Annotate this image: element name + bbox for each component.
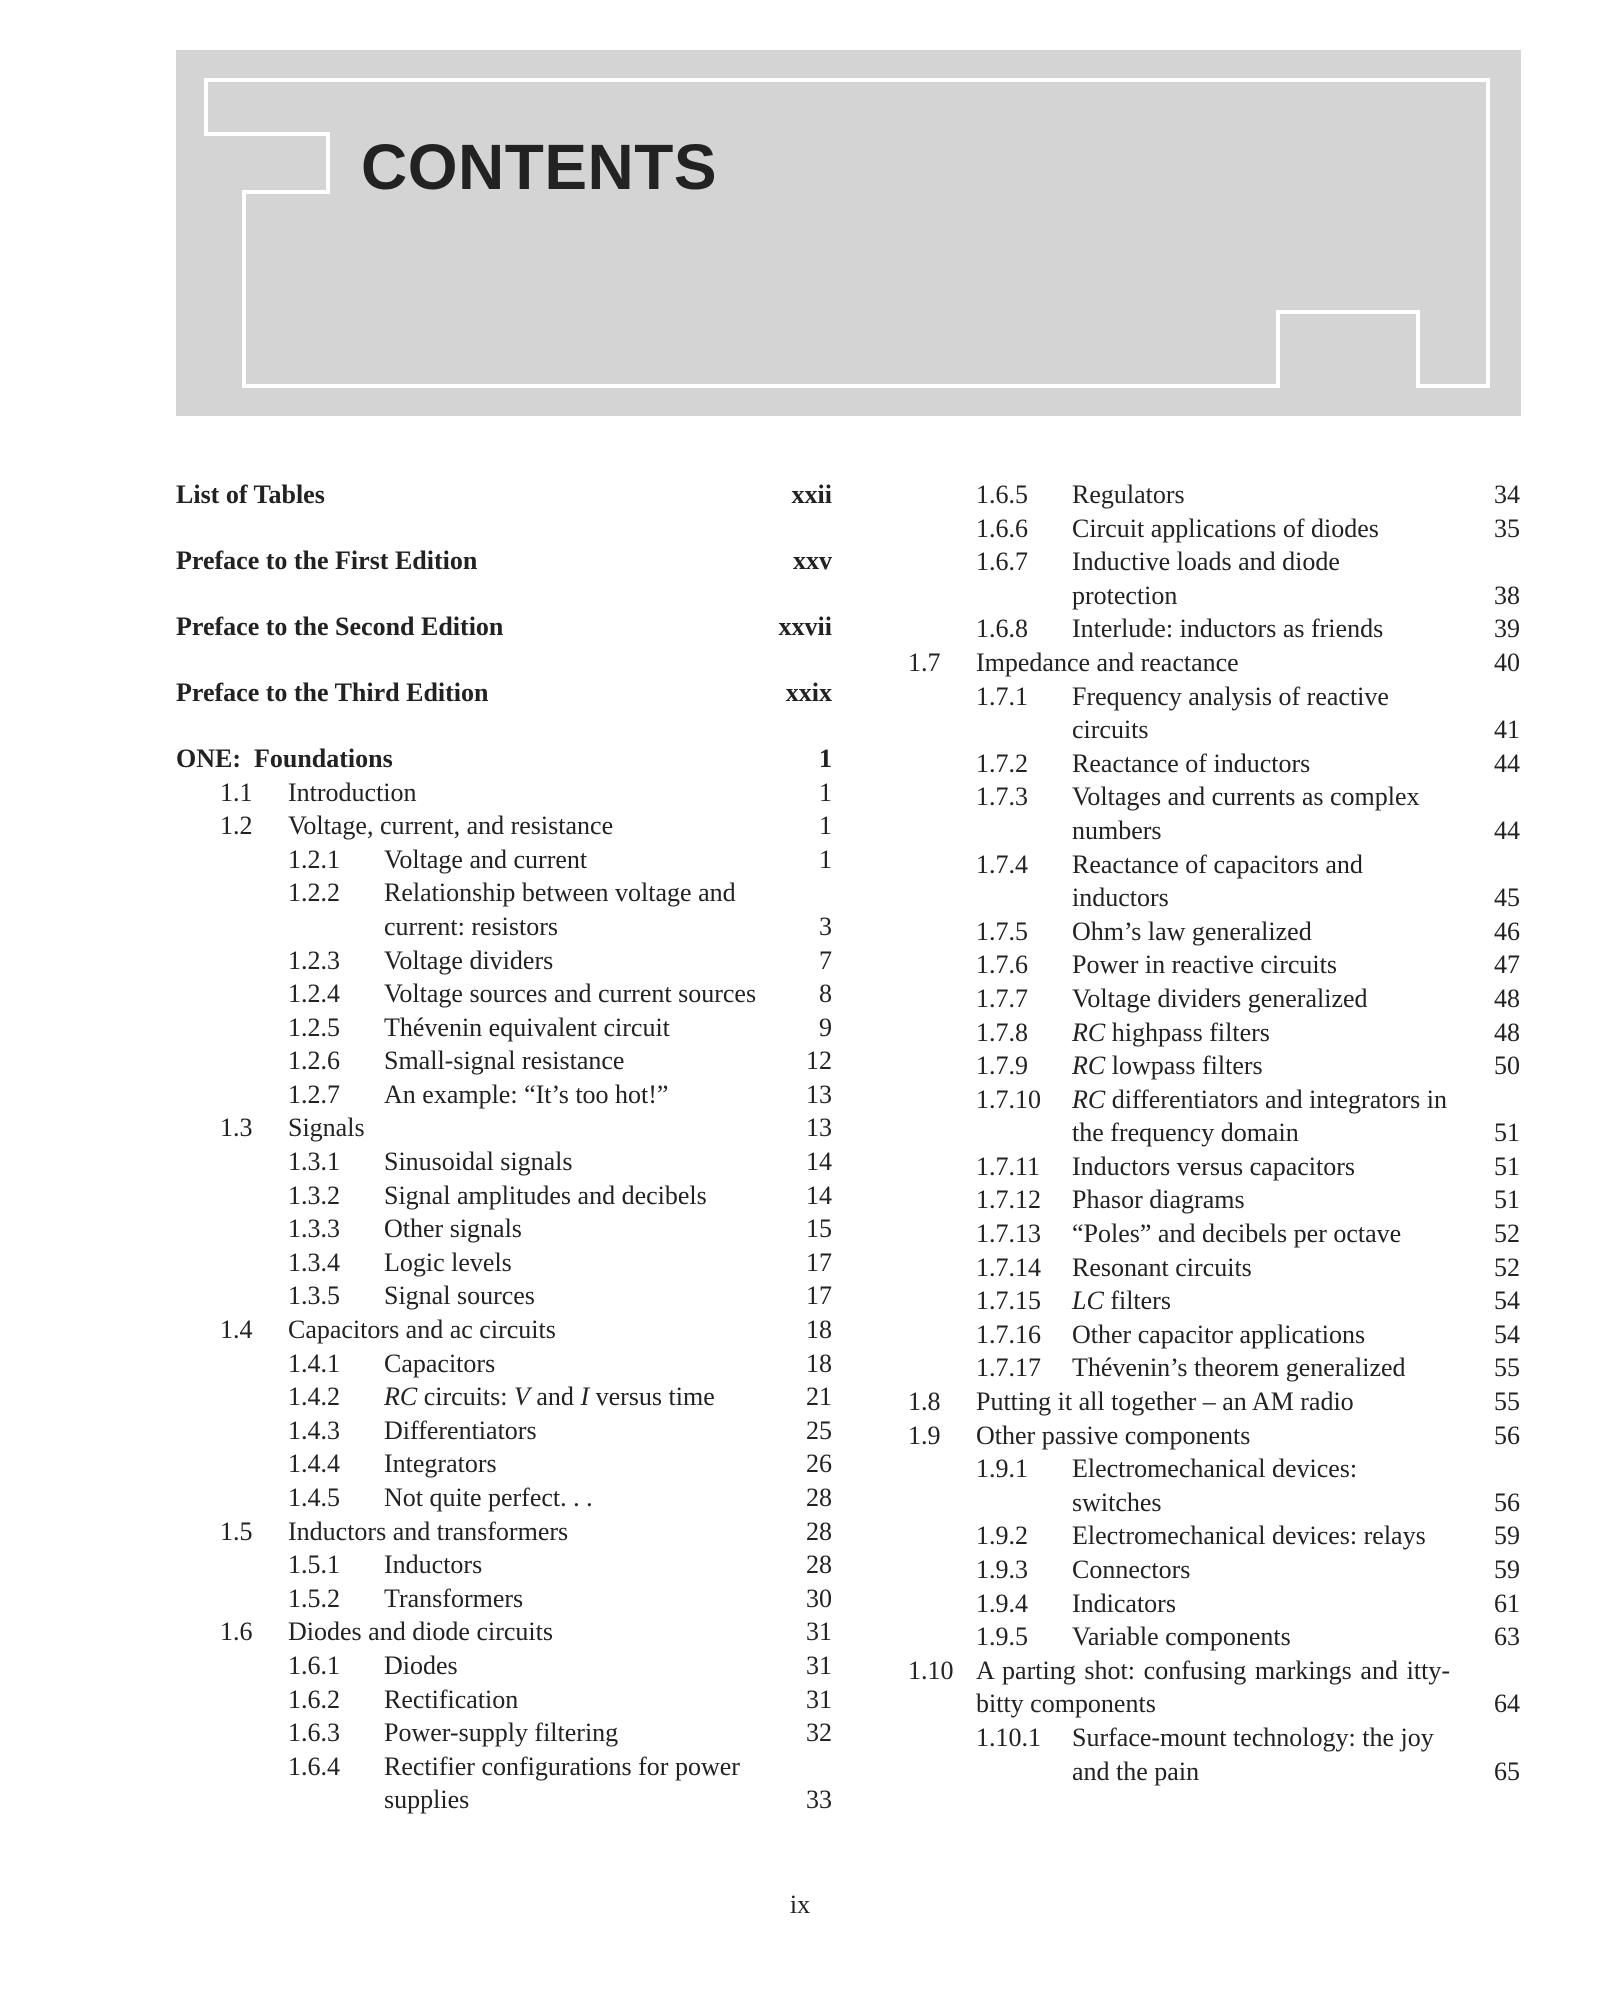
toc-entry-page: 1 (819, 743, 832, 773)
toc-entry-title: Connectors (1072, 1555, 1191, 1584)
toc-entry-page: 28 (806, 1483, 832, 1512)
toc-entry-number: 1.6.4 (288, 1751, 340, 1781)
toc-entry-number: 1.7 (908, 647, 941, 677)
toc-subsection-entry[interactable] (908, 1452, 1520, 1519)
toc-entry-title: Variable components (1072, 1622, 1291, 1652)
toc-entry-title: Voltage dividers (384, 945, 554, 975)
toc-entry-number: 1.3.5 (288, 1281, 340, 1311)
toc-front-matter-entry[interactable] (176, 610, 832, 644)
toc-entry-page: 1 (819, 777, 832, 807)
toc-entry-title: Capacitors and ac circuits (288, 1315, 556, 1345)
toc-entry-page: 45 (1494, 883, 1520, 913)
toc-subsection-entry[interactable] (908, 1183, 1520, 1217)
toc-entry-page: 34 (1494, 480, 1520, 509)
toc-entry-title: Diodes and diode circuits (288, 1617, 553, 1647)
toc-front-matter-entry[interactable] (176, 478, 832, 512)
toc-subsection-entry[interactable] (176, 843, 832, 877)
toc-entry-number: 1.3.2 (288, 1180, 340, 1210)
toc-entry-number: 1.2 (220, 811, 253, 841)
toc-entry-number: 1.4 (220, 1315, 253, 1345)
toc-entry-number: 1.6 (220, 1617, 253, 1647)
toc-entry-title: Introduction (288, 777, 417, 807)
toc-entry-page: 28 (806, 1550, 832, 1580)
toc-entry-number: 1.4.4 (288, 1449, 340, 1479)
toc-entry-page: 48 (1494, 1017, 1520, 1047)
toc-entry-number: 1.7.12 (976, 1185, 1041, 1215)
toc-entry-title: RC differentiators and integrators in the frequency domain (1072, 1084, 1447, 1148)
toc-subsection-entry[interactable] (908, 1016, 1520, 1050)
toc-entry-page: 54 (1494, 1286, 1520, 1316)
toc-entry-number: 1.2.2 (288, 878, 340, 908)
toc-entry-title: Power-supply filtering (384, 1718, 619, 1748)
toc-section-entry[interactable] (176, 776, 832, 810)
toc-entry-page: 59 (1494, 1521, 1520, 1551)
toc-subsection-entry[interactable] (176, 1246, 832, 1280)
toc-entry-number: 1.3 (220, 1113, 253, 1143)
toc-subsection-entry[interactable] (176, 1716, 832, 1750)
toc-entry-title: Electromechanical devices: relays (1072, 1521, 1426, 1551)
toc-entry-number: 1.7.7 (976, 983, 1028, 1013)
toc-entry-page: 3 (819, 911, 832, 941)
toc-subsection-entry[interactable] (908, 1217, 1520, 1251)
toc-subsection-entry[interactable] (908, 1150, 1520, 1184)
toc-entry-page: 52 (1494, 1252, 1520, 1282)
toc-subsection-entry[interactable] (176, 1481, 832, 1515)
toc-subsection-entry[interactable] (908, 1587, 1520, 1621)
toc-subsection-entry[interactable] (908, 1284, 1520, 1318)
toc-entry-page: 28 (806, 1516, 832, 1546)
toc-entry-number: 1.2.6 (288, 1046, 340, 1076)
toc-entry-page: 50 (1494, 1051, 1520, 1081)
toc-entry-page: 1 (819, 844, 832, 874)
toc-subsection-entry[interactable] (908, 1049, 1520, 1083)
toc-entry-number: 1.7.14 (976, 1252, 1041, 1282)
toc-entry-number: 1.6.3 (288, 1718, 340, 1748)
toc-entry-number: 1.6.2 (288, 1684, 340, 1714)
toc-entry-page: 17 (806, 1247, 832, 1277)
toc-entry-title: RC lowpass filters (1072, 1051, 1263, 1081)
toc-entry-page: 13 (806, 1113, 832, 1143)
toc-subsection-entry[interactable] (176, 1649, 832, 1683)
toc-entry-number: 1.5.1 (288, 1550, 340, 1580)
toc-subsection-entry[interactable] (176, 1447, 832, 1481)
toc-subsection-entry[interactable] (908, 1620, 1520, 1654)
toc-entry-page: 56 (1494, 1487, 1520, 1517)
toc-subsection-entry[interactable] (908, 747, 1520, 781)
toc-entry-page: 18 (806, 1348, 832, 1378)
toc-entry-title: Signal sources (384, 1281, 535, 1311)
toc-entry-number: 1.9.5 (976, 1622, 1028, 1652)
toc-entry-number: 1.9.3 (976, 1555, 1028, 1584)
toc-entry-page: 1 (819, 811, 832, 841)
toc-entry-page: 38 (1494, 580, 1520, 610)
toc-entry-page: 44 (1494, 815, 1520, 845)
toc-entry-title: Power in reactive circuits (1072, 950, 1337, 980)
toc-entry-number: 1.2.7 (288, 1079, 340, 1109)
toc-entry-page: 41 (1494, 715, 1520, 745)
toc-subsection-entry[interactable] (908, 1083, 1520, 1150)
toc-entry-title: Resonant circuits (1072, 1252, 1252, 1282)
toc-subsection-entry[interactable] (908, 1553, 1520, 1587)
toc-entry-page: 33 (806, 1785, 832, 1815)
toc-entry-page: 14 (806, 1147, 832, 1177)
toc-entry-title: LC filters (1072, 1286, 1171, 1316)
toc-entry-title: Capacitors (384, 1348, 496, 1378)
toc-subsection-entry[interactable] (176, 1380, 832, 1414)
toc-entry-title: Voltages and currents as complex numbers (1072, 782, 1420, 845)
toc-right-column (908, 478, 1520, 1788)
toc-subsection-entry[interactable] (176, 1414, 832, 1448)
toc-entry-title: Thévenin’s theorem generalized (1072, 1353, 1406, 1383)
toc-entry-title: Thévenin equivalent circuit (384, 1012, 670, 1042)
toc-subsection-entry[interactable] (908, 948, 1520, 982)
toc-entry-number: 1.6.8 (976, 614, 1028, 644)
toc-entry-page: 54 (1494, 1319, 1520, 1349)
toc-entry-title: Ohm’s law generalized (1072, 916, 1312, 946)
toc-entry-page: 8 (819, 979, 832, 1009)
toc-entry-number: 1.9.2 (976, 1521, 1028, 1551)
toc-entry-number: 1.3.1 (288, 1147, 340, 1177)
toc-entry-page: xxix (785, 677, 832, 707)
toc-entry-page: 31 (806, 1650, 832, 1680)
toc-entry-number: 1.9.4 (976, 1588, 1028, 1618)
toc-entry-page: 18 (806, 1315, 832, 1345)
toc-entry-page: 9 (819, 1012, 832, 1042)
toc-subsection-entry[interactable] (176, 1212, 832, 1246)
toc-entry-title: Inductors (384, 1550, 483, 1580)
toc-subsection-entry[interactable] (176, 876, 832, 943)
toc-entry-title: Not quite perfect. . . (384, 1483, 593, 1512)
toc-entry-page: 25 (806, 1415, 832, 1445)
toc-entry-number: 1.9.1 (976, 1454, 1028, 1484)
toc-entry-page: 65 (1494, 1756, 1520, 1786)
toc-entry-page: 63 (1494, 1622, 1520, 1652)
toc-entry-title: Preface to the Second Edition (176, 611, 504, 641)
toc-section-entry[interactable] (176, 1111, 832, 1145)
toc-entry-number: 1.7.16 (976, 1319, 1041, 1349)
toc-entry-number: 1.7.10 (976, 1084, 1041, 1114)
toc-entry-number: 1.7.13 (976, 1219, 1041, 1249)
toc-entry-title: An example: “It’s too hot!” (384, 1079, 669, 1109)
toc-entry-number: 1.7.11 (976, 1151, 1041, 1181)
toc-entry-page: 64 (1494, 1689, 1520, 1719)
toc-entry-page: 31 (806, 1684, 832, 1714)
toc-entry-title: Interlude: inductors as friends (1072, 614, 1384, 644)
toc-subsection-entry[interactable] (176, 1145, 832, 1179)
toc-entry-title: Inductors and transformers (288, 1516, 569, 1546)
toc-entry-number: 1.4.1 (288, 1348, 340, 1378)
toc-subsection-entry[interactable] (176, 1078, 832, 1112)
toc-entry-title: Putting it all together – an AM radio (976, 1387, 1354, 1417)
toc-entry-title: Voltage and current (384, 844, 588, 874)
toc-subsection-entry[interactable] (908, 545, 1520, 612)
toc-entry-title: Diodes (384, 1650, 458, 1680)
toc-entry-page: 14 (806, 1180, 832, 1210)
toc-entry-page: 52 (1494, 1219, 1520, 1249)
toc-subsection-entry[interactable] (176, 1044, 832, 1078)
toc-entry-title: Phasor diagrams (1072, 1185, 1245, 1215)
toc-entry-number: 1.7.17 (976, 1353, 1041, 1383)
toc-section-entry[interactable] (176, 1313, 832, 1347)
toc-entry-page: 59 (1494, 1555, 1520, 1584)
toc-entry-number: 1.3.3 (288, 1214, 340, 1244)
toc-entry-title: Voltage dividers generalized (1072, 983, 1368, 1013)
toc-entry-title: RC circuits: V and I versus time (384, 1382, 715, 1412)
toc-entry-title: Rectifier configurations for power supplies (384, 1751, 740, 1815)
toc-subsection-entry[interactable] (176, 1347, 832, 1381)
toc-subsection-entry[interactable] (908, 512, 1520, 546)
toc-entry-number: 1.7.2 (976, 748, 1028, 778)
toc-entry-page: 17 (806, 1281, 832, 1311)
toc-entry-number: 1.4.5 (288, 1483, 340, 1512)
toc-subsection-entry[interactable] (176, 1683, 832, 1717)
toc-subsection-entry[interactable] (908, 612, 1520, 646)
toc-entry-page: 31 (806, 1617, 832, 1647)
toc-subsection-entry[interactable] (908, 848, 1520, 915)
toc-entry-page: 13 (806, 1079, 832, 1109)
toc-entry-page: 32 (806, 1718, 832, 1748)
toc-entry-number: 1.7.4 (976, 849, 1028, 879)
toc-section-entry[interactable] (176, 1515, 832, 1549)
toc-entry-number: 1.7.6 (976, 950, 1028, 980)
toc-entry-page: 55 (1494, 1353, 1520, 1383)
toc-entry-page: 55 (1494, 1387, 1520, 1417)
toc-entry-number: 1.6.6 (976, 513, 1028, 543)
toc-entry-title: Small-signal resistance (384, 1046, 625, 1076)
toc-entry-number: 1.2.1 (288, 844, 340, 874)
toc-section-entry[interactable] (908, 1419, 1520, 1453)
toc-entry-title: Reactance of capacitors and inductors (1072, 849, 1363, 913)
toc-entry-number: 1.3.4 (288, 1247, 340, 1277)
toc-entry-title: RC highpass filters (1072, 1017, 1270, 1047)
toc-entry-number: 1.5 (220, 1516, 253, 1546)
toc-entry-title: Signals (288, 1113, 365, 1143)
toc-subsection-entry[interactable] (176, 1279, 832, 1313)
toc-entry-title: Surface-mount technology: the joy and the pain (1072, 1722, 1434, 1786)
toc-subsection-entry[interactable] (908, 1721, 1520, 1788)
toc-entry-title: Sinusoidal signals (384, 1147, 573, 1177)
toc-entry-title: Preface to the Third Edition (176, 677, 489, 707)
toc-entry-title: Reactance of inductors (1072, 748, 1311, 778)
toc-entry-title: Indicators (1072, 1588, 1176, 1618)
toc-entry-number: 1.7.1 (976, 681, 1028, 711)
toc-subsection-entry[interactable] (908, 478, 1520, 512)
header-frame-decoration (176, 50, 1521, 416)
toc-entry-title: List of Tables (176, 480, 325, 509)
toc-subsection-entry[interactable] (176, 1548, 832, 1582)
toc-entry-title: Preface to the First Edition (176, 545, 478, 575)
toc-entry-page: 26 (806, 1449, 832, 1479)
toc-entry-number: 1.2.3 (288, 945, 340, 975)
toc-entry-page: 35 (1494, 513, 1520, 543)
toc-entry-page: 15 (806, 1214, 832, 1244)
contents-header-banner (176, 50, 1521, 416)
toc-entry-title: Electromechanical devices: switches (1072, 1454, 1358, 1517)
toc-entry-page: 51 (1494, 1118, 1520, 1148)
toc-entry-page: 51 (1494, 1151, 1520, 1181)
toc-subsection-entry[interactable] (908, 1519, 1520, 1553)
toc-entry-page: 56 (1494, 1420, 1520, 1450)
toc-entry-page: xxvii (778, 611, 832, 641)
toc-entry-number: 1.2.5 (288, 1012, 340, 1042)
toc-entry-number: 1.1 (220, 777, 253, 807)
toc-entry-number: 1.10.1 (976, 1722, 1041, 1752)
toc-entry-page: 46 (1494, 916, 1520, 946)
toc-entry-number: 1.6.7 (976, 547, 1028, 577)
toc-entry-title: Other signals (384, 1214, 522, 1244)
toc-section-entry[interactable] (908, 1385, 1520, 1419)
toc-left-column (176, 478, 832, 1817)
toc-entry-title: Impedance and reactance (976, 647, 1239, 677)
toc-entry-title: A parting shot: confusing markings and itty-bitty components (976, 1655, 1450, 1719)
toc-entry-title: Voltage sources and current sources (384, 979, 757, 1009)
toc-entry-title: Inductive loads and diode protection (1072, 547, 1340, 610)
toc-entry-title: Other capacitor applications (1072, 1319, 1366, 1349)
toc-entry-title: Voltage, current, and resistance (288, 811, 614, 841)
toc-entry-title: Differentiators (384, 1415, 537, 1445)
toc-entry-title: Integrators (384, 1449, 497, 1479)
toc-subsection-entry[interactable] (908, 915, 1520, 949)
toc-entry-title: Relationship between voltage and current: resistors (384, 878, 736, 941)
toc-entry-page: 47 (1494, 950, 1520, 980)
toc-subsection-entry[interactable] (908, 1351, 1520, 1385)
toc-entry-number: 1.6.5 (976, 480, 1028, 509)
toc-entry-page: xxii (791, 480, 832, 509)
page-title: CONTENTS (361, 131, 717, 203)
toc-entry-page: 21 (806, 1382, 832, 1412)
toc-entry-page: 61 (1494, 1588, 1520, 1618)
toc-subsection-entry[interactable] (176, 1179, 832, 1213)
toc-section-entry[interactable] (908, 1654, 1520, 1721)
toc-chapter-entry[interactable] (176, 742, 832, 776)
toc-entry-page: 39 (1494, 614, 1520, 644)
toc-entry-title: Frequency analysis of reactive circuits (1072, 681, 1389, 745)
toc-entry-title: Regulators (1072, 480, 1185, 509)
toc-entry-number: 1.8 (908, 1387, 941, 1417)
toc-subsection-entry[interactable] (908, 780, 1520, 847)
toc-section-entry[interactable] (176, 809, 832, 843)
toc-entry-number: 1.7.5 (976, 916, 1028, 946)
toc-entry-number: 1.7.15 (976, 1286, 1041, 1316)
toc-entry-number: 1.7.8 (976, 1017, 1028, 1047)
toc-entry-title: ONE: Foundations (176, 743, 393, 773)
toc-entry-page: 44 (1494, 748, 1520, 778)
toc-section-entry[interactable] (176, 1615, 832, 1649)
toc-entry-number: 1.9 (908, 1420, 941, 1450)
toc-entry-page: xxv (793, 545, 832, 575)
toc-entry-number: 1.4.3 (288, 1415, 340, 1445)
toc-subsection-entry[interactable] (176, 1750, 832, 1817)
toc-subsection-entry[interactable] (908, 982, 1520, 1016)
toc-subsection-entry[interactable] (176, 944, 832, 978)
page-number: ix (789, 1890, 811, 1919)
toc-front-matter-entry[interactable] (176, 544, 832, 578)
toc-entry-number: 1.7.3 (976, 782, 1028, 812)
toc-entry-page: 48 (1494, 983, 1520, 1013)
toc-subsection-entry[interactable] (176, 977, 832, 1011)
toc-entry-page: 7 (819, 945, 832, 975)
toc-entry-number: 1.10 (908, 1655, 954, 1685)
toc-subsection-entry[interactable] (176, 1582, 832, 1616)
toc-entry-page: 12 (806, 1046, 832, 1076)
toc-entry-number: 1.6.1 (288, 1650, 340, 1680)
toc-entry-title: Transformers (384, 1583, 524, 1613)
toc-entry-number: 1.7.9 (976, 1051, 1028, 1081)
toc-section-entry[interactable] (908, 646, 1520, 680)
toc-subsection-entry[interactable] (176, 1011, 832, 1045)
toc-entry-title: Rectification (384, 1684, 519, 1714)
toc-subsection-entry[interactable] (908, 680, 1520, 747)
toc-entry-page: 40 (1494, 647, 1520, 677)
toc-entry-title: Circuit applications of diodes (1072, 513, 1379, 543)
toc-entry-page: 30 (806, 1583, 832, 1613)
toc-entry-title: Inductors versus capacitors (1072, 1151, 1356, 1181)
toc-entry-title: “Poles” and decibels per octave (1072, 1219, 1402, 1249)
toc-subsection-entry[interactable] (908, 1251, 1520, 1285)
toc-entry-number: 1.2.4 (288, 979, 340, 1009)
toc-entry-title: Logic levels (384, 1247, 512, 1277)
toc-entry-number: 1.5.2 (288, 1583, 340, 1613)
toc-entry-number: 1.4.2 (288, 1382, 340, 1412)
toc-subsection-entry[interactable] (908, 1318, 1520, 1352)
toc-entry-page: 51 (1494, 1185, 1520, 1215)
toc-entry-title: Other passive components (976, 1420, 1251, 1450)
toc-front-matter-entry[interactable] (176, 676, 832, 710)
toc-entry-title: Signal amplitudes and decibels (384, 1180, 707, 1210)
